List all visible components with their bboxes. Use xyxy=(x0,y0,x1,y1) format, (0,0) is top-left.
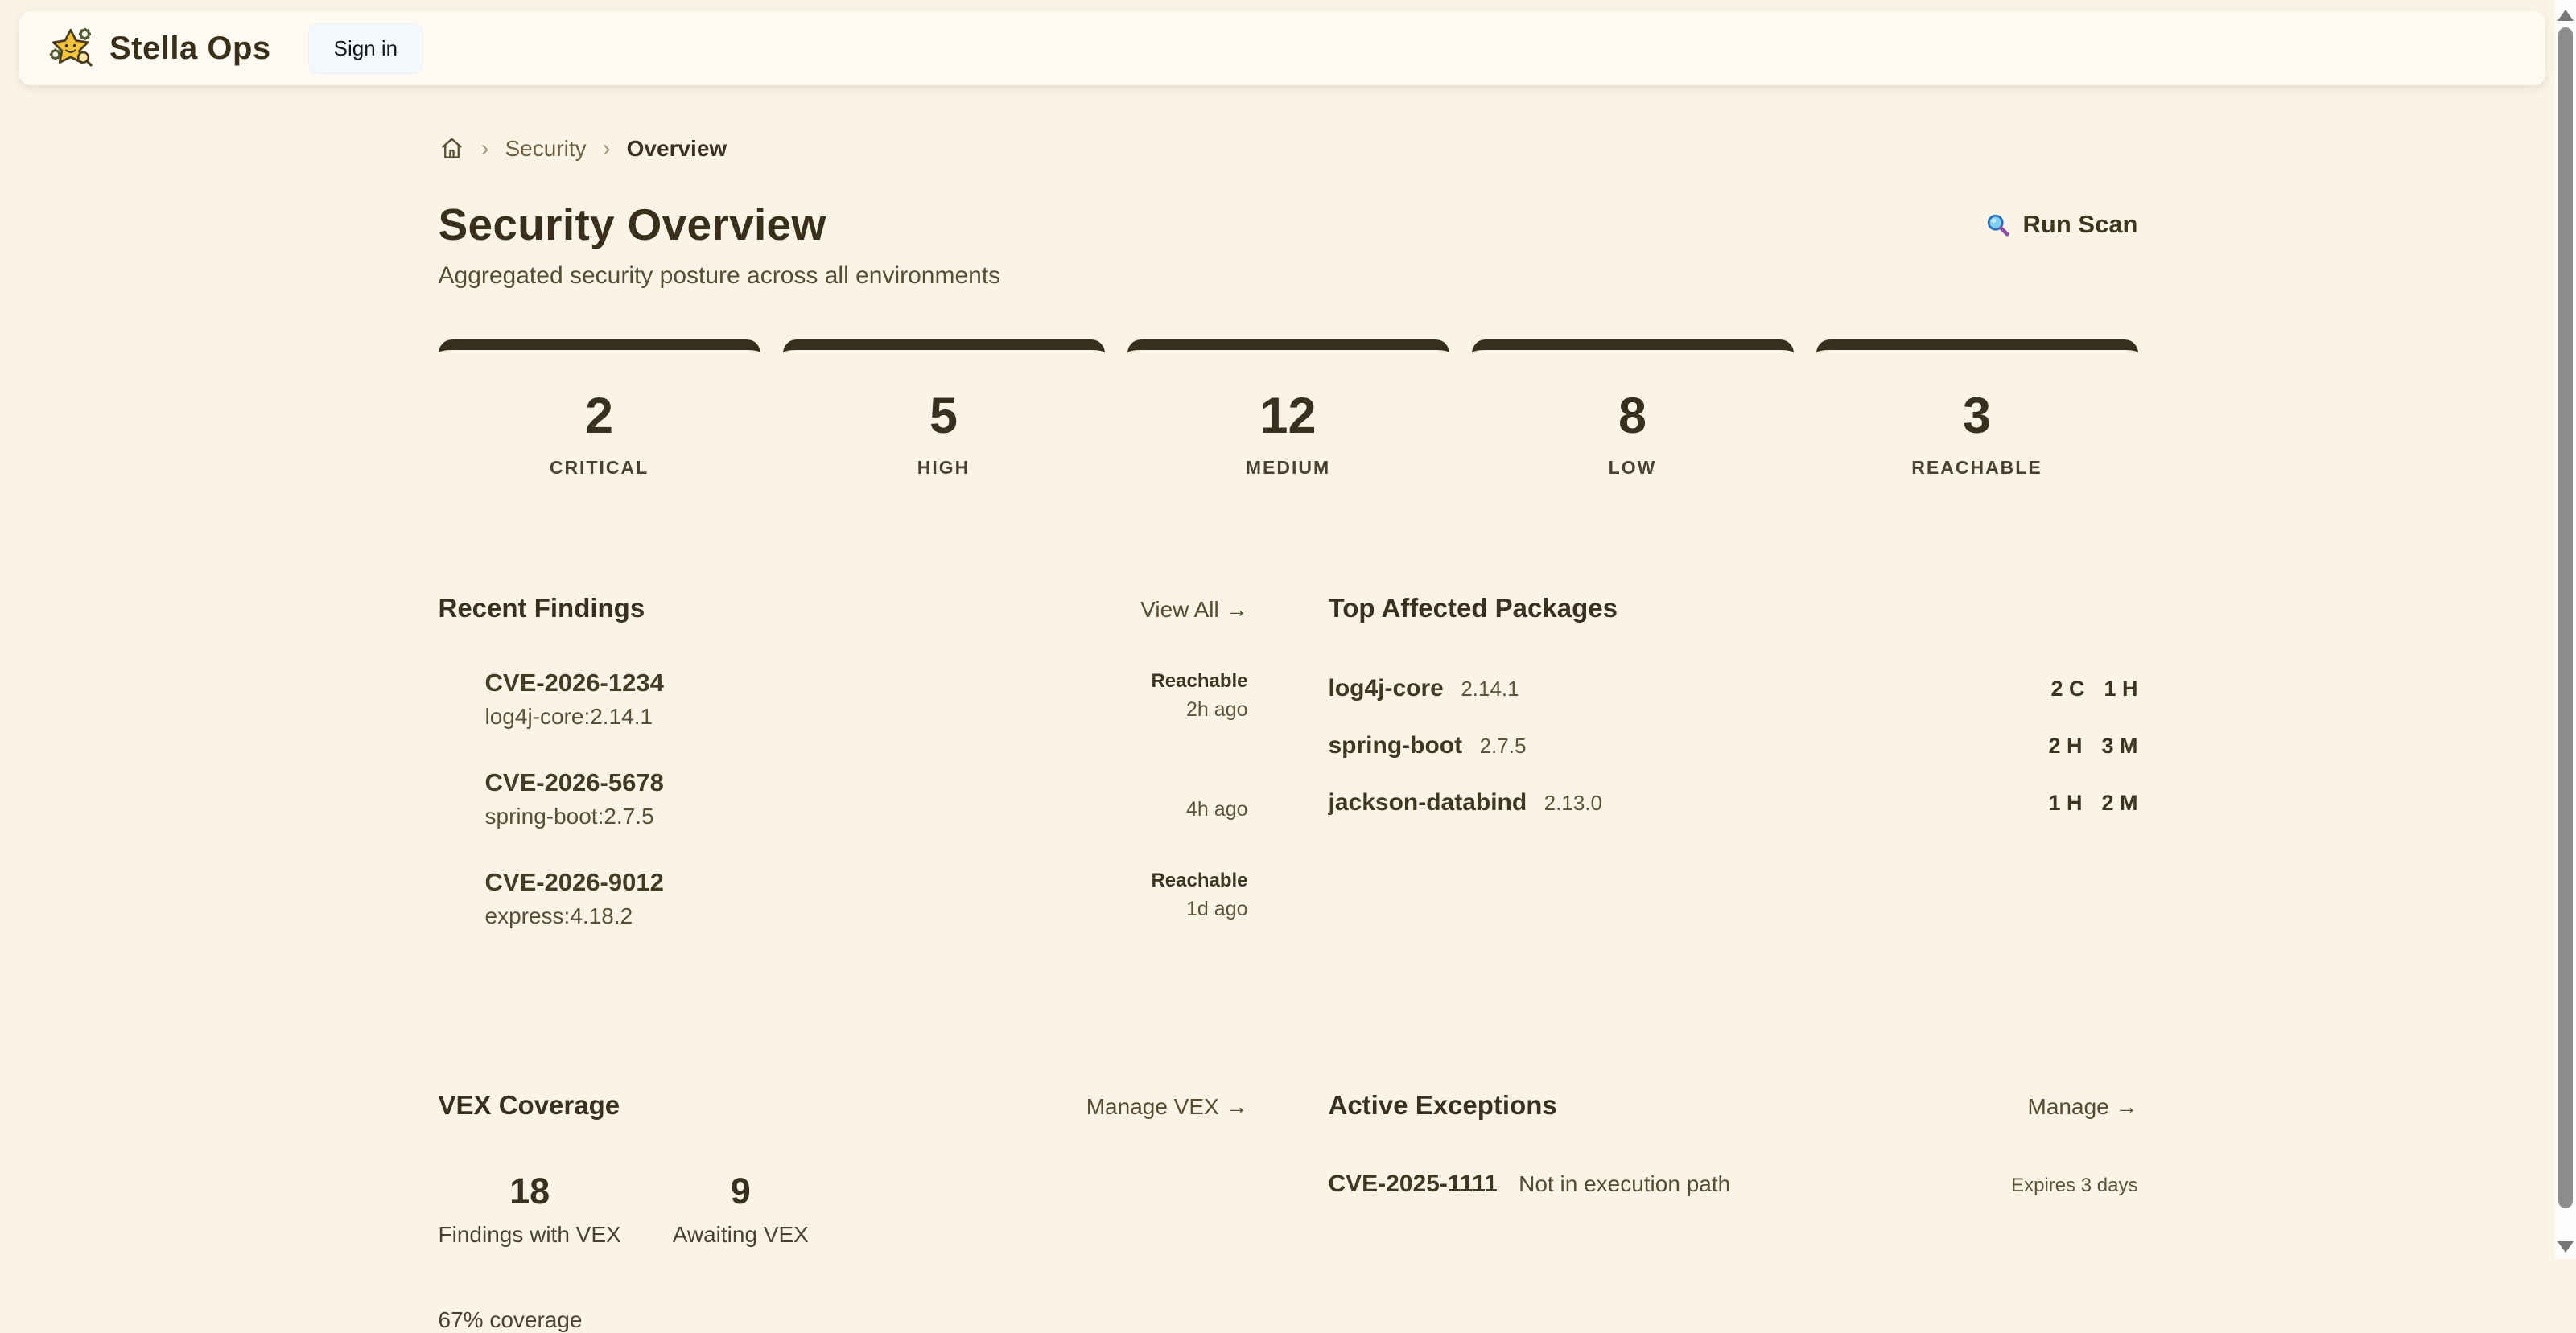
main-content xyxy=(439,85,2138,1333)
vex-stat-value: 9 xyxy=(730,1170,751,1212)
breadcrumb-overview: Overview xyxy=(626,135,727,161)
severity-stats-row xyxy=(439,339,2138,493)
stat-value: 8 xyxy=(1618,388,1647,444)
app-logo xyxy=(48,27,271,70)
vex-stat-awaiting xyxy=(673,1170,809,1248)
manage-exceptions-link[interactable]: Manage → xyxy=(2027,1094,2138,1119)
package-name: log4j-core xyxy=(1328,675,1444,701)
recent-findings-section xyxy=(439,593,1248,968)
package-row[interactable] xyxy=(1329,789,2138,817)
package-name: spring-boot xyxy=(1328,732,1463,759)
finding-time: 2h ago xyxy=(1186,698,1248,721)
breadcrumb xyxy=(439,135,2138,162)
package-version: 2.14.1 xyxy=(1461,677,1519,701)
finding-id: CVE-2026-9012 xyxy=(484,868,664,896)
vex-stat-label: Awaiting VEX xyxy=(672,1222,809,1247)
scrollbar-thumb[interactable] xyxy=(2558,27,2573,1208)
finding-id: CVE-2026-1234 xyxy=(484,669,664,697)
stat-value: 12 xyxy=(1259,388,1317,444)
app-title: Stella Ops xyxy=(109,30,271,66)
finding-id: CVE-2026-5678 xyxy=(484,768,664,796)
stat-label: LOW xyxy=(1608,457,1657,478)
stat-card-reachable xyxy=(1816,339,2138,493)
stat-value: 3 xyxy=(1962,388,1992,444)
finding-reachable-flag xyxy=(1186,770,1247,792)
severity-count-badge: 3 M xyxy=(2101,734,2138,758)
exception-reason: Not in execution path xyxy=(1519,1171,1731,1196)
exception-id: CVE-2025-1111 xyxy=(1328,1170,1498,1197)
severity-count-badge: 1 H xyxy=(2048,791,2083,815)
finding-row[interactable] xyxy=(439,669,1248,730)
scrollbar[interactable] xyxy=(2555,0,2576,1259)
stat-card-high xyxy=(783,339,1105,493)
stat-label: HIGH xyxy=(917,457,971,478)
page-subtitle: Aggregated security posture across all environments xyxy=(438,262,1001,289)
vex-stat-value: 18 xyxy=(509,1170,550,1212)
package-row[interactable] xyxy=(1329,732,2138,759)
page-title: Security Overview xyxy=(438,200,826,249)
stat-value: 2 xyxy=(584,388,614,444)
exception-row[interactable] xyxy=(1329,1170,2138,1198)
vex-stat-label: Findings with VEX xyxy=(438,1222,621,1247)
top-packages-section xyxy=(1329,593,2138,968)
package-version: 2.13.0 xyxy=(1544,791,1602,815)
active-exceptions-title: Active Exceptions xyxy=(1328,1090,1557,1120)
scrollbar-up-arrow-icon[interactable] xyxy=(2557,10,2574,21)
finding-time: 4h ago xyxy=(1186,798,1248,821)
finding-package: log4j-core:2.14.1 xyxy=(484,704,653,729)
star-mascot-icon xyxy=(48,27,95,70)
breadcrumb-separator: › xyxy=(602,134,611,162)
finding-row[interactable] xyxy=(439,868,1248,929)
magnifier-icon xyxy=(1985,212,2011,238)
recent-findings-title: Recent Findings xyxy=(438,593,645,623)
run-scan-button[interactable] xyxy=(1985,210,2138,239)
stat-card-medium xyxy=(1127,339,1449,493)
package-row[interactable] xyxy=(1329,675,2138,702)
finding-time: 1d ago xyxy=(1186,898,1248,920)
vex-coverage-title: VEX Coverage xyxy=(438,1090,620,1120)
stat-card-low xyxy=(1472,339,1794,493)
home-icon[interactable] xyxy=(439,135,465,162)
manage-vex-link[interactable]: Manage VEX → xyxy=(1086,1094,1248,1119)
severity-count-badge: 1 H xyxy=(2104,677,2138,701)
severity-count-badge: 2 H xyxy=(2048,734,2083,758)
finding-reachable-flag: Reachable xyxy=(1151,870,1248,891)
exception-expiry: Expires 3 days xyxy=(2011,1175,2138,1196)
severity-count-badge: 2 M xyxy=(2101,791,2138,815)
finding-package: express:4.18.2 xyxy=(484,903,633,928)
sign-in-button[interactable]: Sign in xyxy=(308,23,424,74)
scrollbar-down-arrow-icon[interactable] xyxy=(2557,1241,2574,1253)
finding-row[interactable] xyxy=(439,768,1248,829)
app-header xyxy=(19,11,2545,85)
run-scan-label: Run Scan xyxy=(2022,210,2138,238)
finding-package: spring-boot:2.7.5 xyxy=(484,804,654,829)
severity-count-badge: 2 C xyxy=(2050,677,2085,701)
stat-card-critical xyxy=(439,339,760,493)
vex-stat-with-vex xyxy=(439,1170,621,1248)
vex-coverage-percent: 67% coverage xyxy=(438,1307,583,1332)
breadcrumb-separator: › xyxy=(480,134,489,162)
stat-label: CRITICAL xyxy=(549,457,649,478)
breadcrumb-security[interactable]: Security xyxy=(505,135,587,161)
package-version: 2.7.5 xyxy=(1479,734,1527,758)
finding-reachable-flag: Reachable xyxy=(1151,670,1248,692)
stat-label: MEDIUM xyxy=(1245,457,1331,478)
package-name: jackson-databind xyxy=(1328,789,1527,816)
active-exceptions-section xyxy=(1329,1090,2138,1333)
stat-label: REACHABLE xyxy=(1911,457,2042,478)
view-all-link[interactable]: View All → xyxy=(1140,597,1248,622)
stat-value: 5 xyxy=(929,388,958,444)
vex-coverage-section xyxy=(439,1090,1248,1333)
top-packages-title: Top Affected Packages xyxy=(1328,593,1618,623)
